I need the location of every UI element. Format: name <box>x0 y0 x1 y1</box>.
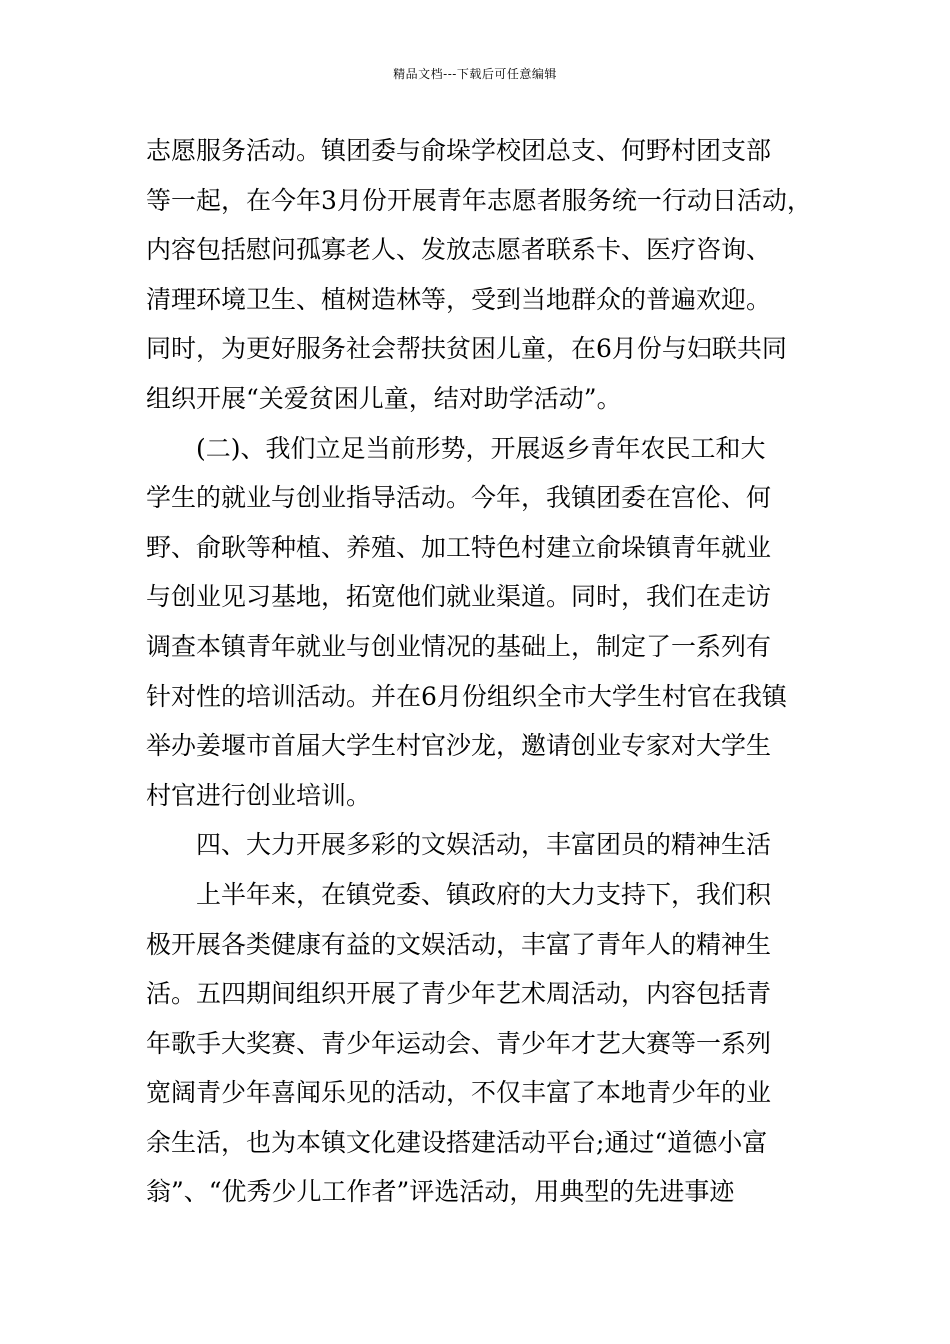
text-line: 同时，为更好服务社会帮扶贫困儿童，在6月份与妇联共同 <box>146 334 787 364</box>
text-line: 志愿服务活动。镇团委与俞垛学校团总支、何野村团支部 <box>146 136 772 165</box>
text-line: 野、俞耿等种植、养殖、加工特色村建立俞垛镇青年就业 <box>146 532 772 562</box>
text-line: 学生的就业与创业指导活动。今年，我镇团委在宫伦、何 <box>146 483 772 513</box>
page-header: 精品文档---下载后可任意编辑 <box>393 67 557 81</box>
text-line: 等一起，在今年3月份开展青年志愿者服务统一行动日活动， <box>146 185 812 215</box>
text-line: 极开展各类健康有益的文娱活动，丰富了青年人的精神生 <box>146 929 772 959</box>
text-line: 针对性的培训活动。并在6月份组织全市大学生村官在我镇 <box>146 681 787 711</box>
text-line: 余生活，也为本镇文化建设搭建活动平台;通过“道德小富 <box>146 1127 768 1157</box>
body-text <box>146 126 826 1217</box>
text-line: 翁”、“优秀少儿工作者”评选活动，用典型的先进事迹 <box>146 1177 735 1207</box>
text-line: 清理环境卫生、植树造林等，受到当地群众的普遍欢迎。 <box>146 284 772 314</box>
text-line: 宽阔青少年喜闻乐见的活动，不仅丰富了本地青少年的业 <box>146 1078 772 1108</box>
paragraph-start-line: (二)、我们立足当前形势，开展返乡青年农民工和大 <box>196 433 766 463</box>
section-heading: 四、大力开展多彩的文娱活动，丰富团员的精神生活 <box>196 830 772 860</box>
text-line: 调查本镇青年就业与创业情况的基础上，制定了一系列有 <box>146 631 772 661</box>
text-line: 村官进行创业培训。 <box>146 780 372 810</box>
text-line: 与创业见习基地，拓宽他们就业渠道。同时，我们在走访 <box>146 582 772 612</box>
text-line: 举办姜堰市首届大学生村官沙龙，邀请创业专家对大学生 <box>146 731 772 761</box>
text-line: 内容包括慰问孤寡老人、发放志愿者联系卡、医疗咨询、 <box>146 235 772 265</box>
text-line: 活。五四期间组织开展了青少年艺术周活动，内容包括青 <box>146 979 772 1009</box>
text-line: 组织开展“关爱贫困儿童，结对助学活动”。 <box>146 383 622 413</box>
text-line: 年歌手大奖赛、青少年运动会、青少年才艺大赛等一系列 <box>146 1028 772 1058</box>
paragraph-start-line: 上半年来，在镇党委、镇政府的大力支持下，我们积 <box>196 879 772 909</box>
